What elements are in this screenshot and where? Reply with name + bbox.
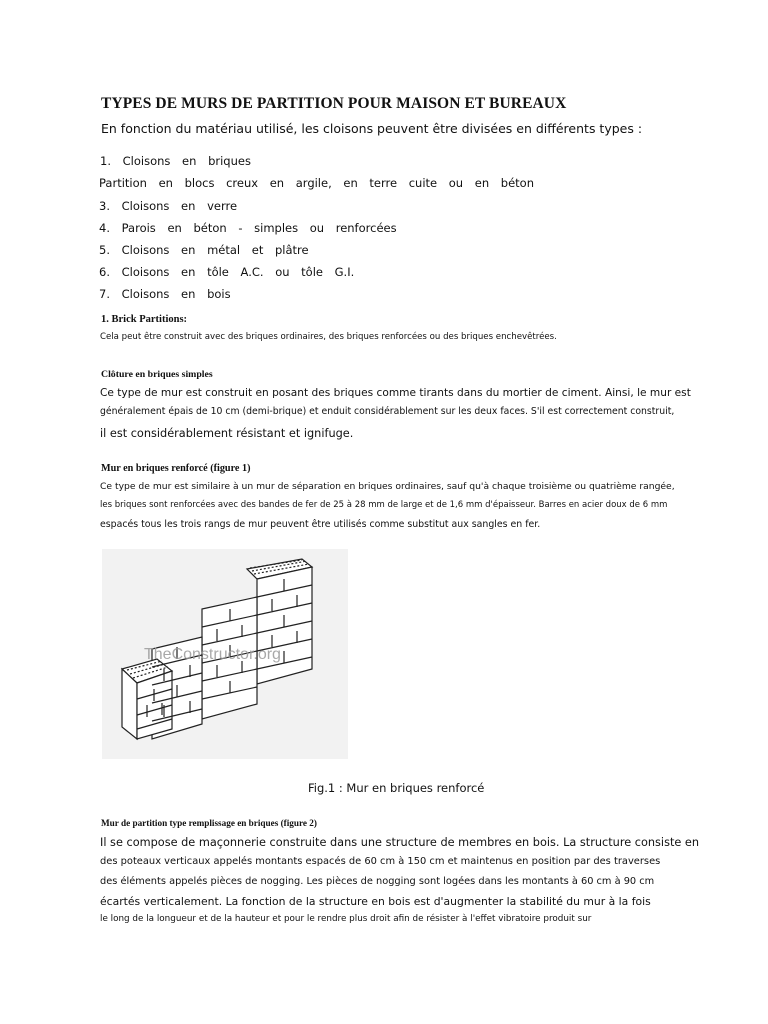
brick-wall-figure [102,549,348,759]
simple-line-3: il est considérablement résistant et ignifuge. [100,427,354,440]
infill-line-2: des poteaux verticaux appelés montants espacés de 60 cm à 150 cm et maintenus en position par des traverses [100,856,661,867]
reinforced-line-1: Ce type de mur est similaire à un mur de séparation en briques ordinaires, sauf qu'à chaque troisième ou quatrième rangée, [100,481,675,492]
simple-line-1: Ce type de mur est construit en posant des briques comme tirants dans du mortier de ciment. Ainsi, le mur est [100,387,691,399]
infill-line-5: le long de la longueur et de la hauteur et pour le rendre plus droit afin de résister à l'effet vibratoire produit sur [100,914,592,924]
section-heading-brick: 1. Brick Partitions: [101,314,188,325]
intro-paragraph: En fonction du matériau utilisé, les cloisons peuvent être divisées en différents types : [101,121,643,136]
figure-caption: Fig.1 : Mur en briques renforcé [308,781,485,795]
simple-line-2: généralement épais de 10 cm (demi-brique) et enduit considérablement sur les deux faces. S'il est correctement construit, [100,406,675,417]
infill-line-3: des éléments appelés pièces de nogging. Les pièces de nogging sont logées dans les montants à 60 cm à 90 cm [100,876,655,887]
list-item-2: Partition en blocs creux en argile, en terre cuite ou en béton [99,176,534,190]
reinforced-line-2: les briques sont renforcées avec des bandes de fer de 25 à 28 mm de large et de 1,6 mm d'épaisseur. Barres en acier doux de 6 mm [100,500,668,510]
list-item-1: 1. Cloisons en briques [100,154,251,168]
section-heading-infill: Mur de partition type remplissage en briques (figure 2) [101,818,317,828]
list-item-3: 3. Cloisons en verre [99,199,238,213]
section-heading-reinforced: Mur en briques renforcé (figure 1) [101,463,251,474]
page-title: TYPES DE MURS DE PARTITION POUR MAISON ET BUREAUX [101,95,567,112]
reinforced-line-3: espacés tous les trois rangs de mur peuvent être utilisés comme substitut aux sangles en fer. [100,519,541,530]
list-item-5: 5. Cloisons en métal et plâtre [99,243,309,257]
list-item-7: 7. Cloisons en bois [99,287,231,301]
section-text-brick: Cela peut être construit avec des briques ordinaires, des briques renforcées ou des briques enchevêtrées. [100,332,557,342]
infill-line-1: Il se compose de maçonnerie construite dans une structure de membres en bois. La structure consiste en [100,836,700,849]
list-item-4: 4. Parois en béton - simples ou renforcées [99,221,397,235]
list-item-6: 6. Cloisons en tôle A.C. ou tôle G.I. [99,265,355,279]
section-heading-simple: Clôture en briques simples [101,369,213,380]
figure-watermark: TheConstructor.org [144,646,281,663]
infill-line-4: écartés verticalement. La fonction de la structure en bois est d'augmenter la stabilité du mur à la fois [100,895,651,908]
